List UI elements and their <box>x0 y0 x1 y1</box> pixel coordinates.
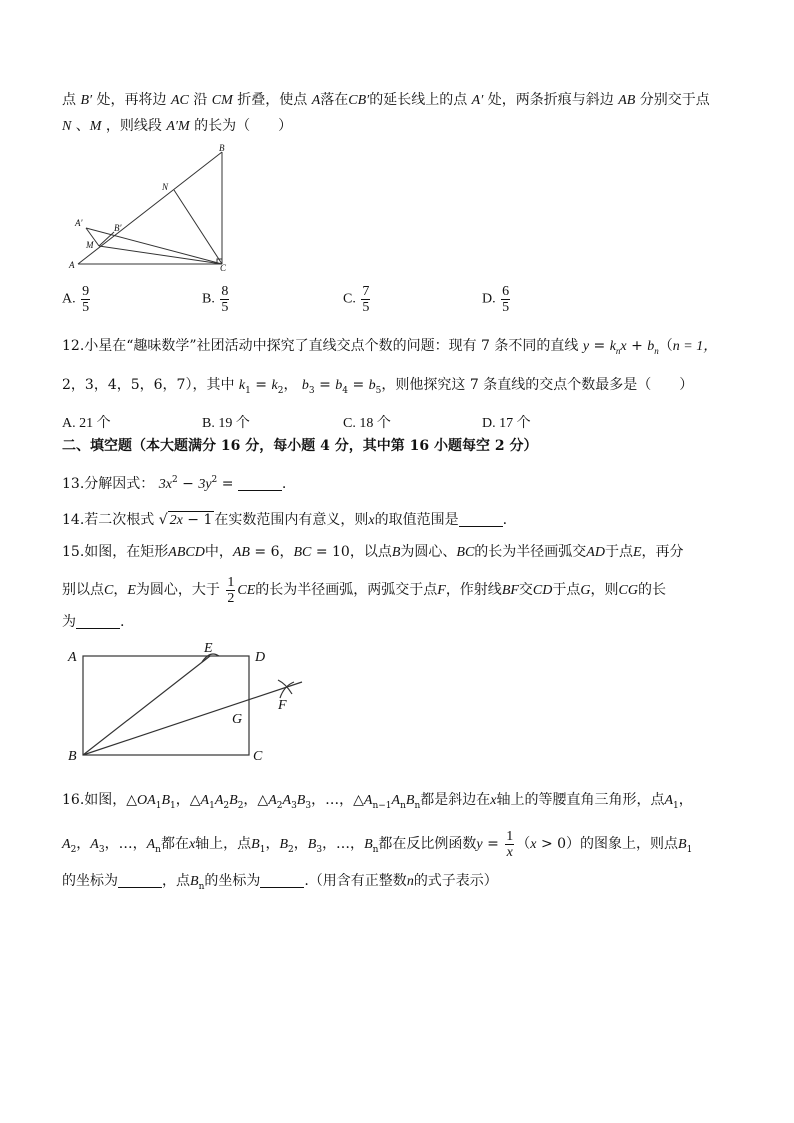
q12-option-c: C. 18 个 <box>343 416 391 431</box>
q11-option-b: B. $\frac{8}{5}$ <box>202 284 229 315</box>
label-C: C <box>253 749 263 764</box>
label-M: M <box>86 240 94 250</box>
q15-line3: 为 . <box>62 614 125 630</box>
q14-line: 14.若二次根式 √ 2x − 1 在实数范围内有意义，则x的取值范围是 . <box>62 512 508 528</box>
label-E: E <box>204 642 213 656</box>
label-A: A <box>68 650 77 665</box>
label-F: F <box>278 698 287 713</box>
q14-answer-blank[interactable] <box>459 512 503 527</box>
q11-option-a: A. $\frac{9}{5}$ <box>62 284 90 315</box>
q11-option-c: C. $\frac{7}{5}$ <box>343 284 370 315</box>
label-A: A <box>69 260 75 270</box>
q11-line1: 点 B′ 处，再将边 AC 沿 CM 折叠，使点 A落在CB′的延长线上的点 A′ 处，两条折痕与斜边 AB 分别交于点 <box>62 92 710 108</box>
q15-answer-blank[interactable] <box>76 614 120 629</box>
q11-line2: N 、M ，则线段 A′M 的长为（ ） <box>62 118 293 134</box>
q16-line1: 16.如图，$\triangle OA_1B_1$，$\triangle A_1A_2B_2$，$\triangle A_2A_3B_3$，…，$\triangle A_{n-1}A_nB_n$都是斜边在x轴上的等腰直角三角形，点$A_1$， <box>62 792 693 811</box>
label-B-prime: B' <box>114 223 122 233</box>
label-N: N <box>162 182 169 192</box>
q15-line2: 别以点C，E为圆心，大于 $\frac{1}{2}$ CE的长为半径画弧，两弧交于点F，作射线BF交CD于点G，则CG的长 <box>62 574 666 606</box>
label-B: B <box>68 749 77 764</box>
q12-option-a: A. 21 个 <box>62 416 111 431</box>
q15-figure <box>62 642 312 767</box>
label-B: B <box>219 143 225 153</box>
q12-line1: 12.小星在“趣味数学”社团活动中探究了直线交点个数的问题：现有 7 条不同的直线 $y = k_nx + b_n(n = 1$， <box>62 338 718 356</box>
q11-figure <box>62 140 242 275</box>
q11-option-d: D. $\frac{6}{5}$ <box>482 284 510 315</box>
q13-answer-blank[interactable] <box>238 476 282 491</box>
q16-line3: 的坐标为 ，点$B_n$的坐标为 .（用含有正整数n的式子表示） <box>62 873 498 892</box>
q12-line2: 2，3，4，5，6，7），其中 $k_1 = k_2$， $b_3 = b_4 = b_5$，则他探究这 7 条直线的交点个数最多是（ ） <box>62 377 694 396</box>
label-A-prime: A' <box>75 218 83 228</box>
section2-title: 二、填空题（本大题满分 16 分，每小题 4 分，其中第 16 小题每空 2 分） <box>62 438 538 454</box>
q13-line: 13.分解因式： $3x^2 - 3y^2$ = . <box>62 475 287 492</box>
q16-answer-blank-2[interactable] <box>260 873 304 888</box>
q12-option-b: B. 19 个 <box>202 416 250 431</box>
label-C: C <box>220 263 227 273</box>
q16-answer-blank-1[interactable] <box>118 873 162 888</box>
label-D: D <box>255 650 266 665</box>
label-G: G <box>232 712 243 727</box>
q16-line2: $A_2$，$A_3$，…，$A_n$都在x轴上，点$B_1$，$B_2$，$B_3$，…，$B_n$都在反比例函数y = $\frac{1}{x}$ （x > 0）的图象上，则点$B_1$ <box>62 828 693 860</box>
q12-option-d: D. 17 个 <box>482 416 531 431</box>
q15-line1: 15.如图，在矩形ABCD中，AB = 6，BC = 10，以点B为圆心、BC的长为半径画弧交AD于点E，再分 <box>62 544 684 560</box>
